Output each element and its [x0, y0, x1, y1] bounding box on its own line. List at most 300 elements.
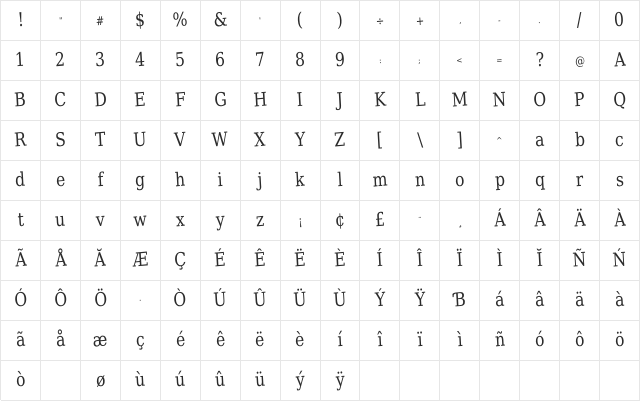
glyph-character: ý: [294, 368, 306, 392]
glyph-cell[interactable]: [81, 281, 121, 321]
glyph-character: Ń: [612, 248, 627, 272]
glyph-cell[interactable]: [600, 81, 640, 121]
glyph-character: Ë: [293, 248, 307, 272]
glyph-character: :: [378, 55, 382, 65]
glyph-cell[interactable]: [121, 81, 161, 121]
glyph-character: ì: [456, 328, 463, 352]
glyph-character: a: [534, 128, 545, 152]
glyph-cell[interactable]: [281, 121, 321, 161]
glyph-character: Í: [376, 248, 384, 272]
glyph-cell[interactable]: [41, 81, 81, 121]
glyph-character: í: [336, 328, 344, 352]
glyph-character: 1: [14, 48, 27, 72]
glyph-cell[interactable]: [400, 161, 440, 201]
glyph-cell[interactable]: [81, 321, 121, 361]
glyph-cell[interactable]: [480, 41, 520, 81]
glyph-character: 7: [254, 48, 266, 72]
glyph-character: D: [93, 88, 108, 112]
glyph-cell[interactable]: [321, 281, 361, 321]
glyph-character: 3: [94, 48, 106, 72]
glyph-character: Ã: [14, 248, 27, 272]
glyph-character: t: [16, 208, 25, 232]
glyph-character: ¢: [334, 208, 346, 232]
glyph-character: ù: [134, 368, 146, 392]
glyph-cell[interactable]: [600, 41, 640, 81]
glyph-cell[interactable]: [560, 41, 600, 81]
glyph-cell[interactable]: [520, 41, 560, 81]
glyph-cell[interactable]: [201, 161, 241, 201]
glyph-character: P: [573, 88, 586, 112]
glyph-cell[interactable]: [560, 81, 600, 121]
glyph-cell[interactable]: [520, 161, 560, 201]
glyph-character: p: [494, 168, 506, 192]
glyph-character: m: [371, 168, 388, 192]
glyph-cell[interactable]: [41, 241, 81, 281]
glyph-character: Ì: [495, 248, 504, 272]
glyph-character: L: [414, 88, 426, 112]
glyph-cell[interactable]: [560, 281, 600, 321]
glyph-cell[interactable]: [121, 121, 161, 161]
glyph-cell[interactable]: [281, 361, 321, 401]
glyph-cell[interactable]: [440, 161, 480, 201]
glyph-cell[interactable]: [480, 161, 520, 201]
glyph-character: î: [376, 328, 383, 352]
glyph-cell[interactable]: [560, 161, 600, 201]
glyph-character: ': [258, 15, 262, 25]
glyph-character: Ÿ: [414, 288, 426, 312]
glyph-cell[interactable]: [360, 321, 400, 361]
glyph-character: $: [134, 8, 146, 32]
glyph-cell[interactable]: [241, 161, 281, 201]
glyph-character: E: [133, 88, 147, 112]
glyph-character: I: [296, 88, 304, 112]
glyph-cell[interactable]: [41, 321, 81, 361]
glyph-cell[interactable]: [520, 241, 560, 281]
glyph-character: Ç: [173, 248, 187, 272]
glyph-cell[interactable]: [1, 241, 41, 281]
glyph-character: i: [217, 168, 224, 192]
glyph-cell[interactable]: [41, 201, 81, 241]
glyph-cell[interactable]: [281, 241, 321, 281]
glyph-cell[interactable]: [1, 361, 41, 401]
glyph-cell[interactable]: [41, 121, 81, 161]
glyph-character: ç: [135, 328, 146, 352]
glyph-cell[interactable]: [41, 281, 81, 321]
glyph-cell[interactable]: [161, 321, 201, 361]
glyph-cell[interactable]: [241, 121, 281, 161]
glyph-character: Ă: [94, 248, 107, 272]
glyph-character: 8: [294, 48, 306, 72]
glyph-cell[interactable]: [360, 1, 400, 41]
glyph-character: d: [14, 168, 27, 192]
glyph-cell[interactable]: [41, 361, 81, 401]
glyph-character: y: [215, 208, 226, 232]
glyph-character: ,: [458, 15, 462, 25]
glyph-cell[interactable]: [81, 81, 121, 121]
glyph-character: =: [496, 55, 503, 65]
glyph-character: 2: [54, 48, 66, 72]
glyph-character: ê: [214, 328, 226, 352]
glyph-cell[interactable]: [520, 81, 560, 121]
glyph-character: <: [456, 55, 464, 65]
glyph-cell[interactable]: [321, 41, 361, 81]
glyph-cell[interactable]: [161, 41, 201, 81]
glyph-character: Â: [533, 208, 546, 232]
glyph-character: F: [174, 88, 187, 112]
glyph-character: g: [134, 168, 146, 192]
glyph-cell[interactable]: [161, 241, 201, 281]
glyph-cell[interactable]: [81, 241, 121, 281]
glyph-character: ¸: [456, 213, 463, 228]
glyph-cell[interactable]: [440, 81, 480, 121]
glyph-cell[interactable]: [440, 201, 480, 241]
glyph-cell[interactable]: [201, 201, 241, 241]
glyph-cell[interactable]: [560, 321, 600, 361]
glyph-cell[interactable]: [400, 81, 440, 121]
glyph-cell[interactable]: [1, 41, 41, 81]
glyph-character: ò: [15, 368, 26, 392]
glyph-character: u: [54, 208, 67, 232]
glyph-character: @: [574, 53, 585, 68]
glyph-cell[interactable]: [600, 241, 640, 281]
glyph-cell[interactable]: [600, 161, 640, 201]
glyph-character: b: [573, 128, 586, 152]
glyph-cell[interactable]: [520, 361, 560, 401]
glyph-cell[interactable]: [400, 121, 440, 161]
glyph-cell[interactable]: [400, 41, 440, 81]
glyph-character: C: [53, 88, 67, 112]
glyph-cell[interactable]: [480, 1, 520, 41]
glyph-character: ;: [418, 55, 422, 65]
glyph-character: Ü: [292, 288, 308, 312]
glyph-character: Ñ: [572, 248, 587, 272]
glyph-character: Ô: [53, 288, 68, 312]
glyph-character: ô: [574, 328, 585, 352]
glyph-cell[interactable]: [201, 241, 241, 281]
glyph-cell[interactable]: [1, 1, 41, 41]
glyph-character: h: [174, 168, 186, 192]
glyph-character: â: [534, 288, 545, 312]
glyph-cell[interactable]: [400, 201, 440, 241]
glyph-character: æ: [92, 328, 109, 352]
glyph-cell[interactable]: [201, 281, 241, 321]
glyph-character: È: [333, 248, 347, 272]
glyph-character: ): [336, 8, 344, 32]
glyph-character: Y: [294, 128, 306, 152]
glyph-cell[interactable]: [360, 201, 400, 241]
glyph-cell[interactable]: [480, 281, 520, 321]
glyph-cell[interactable]: [360, 121, 400, 161]
glyph-cell[interactable]: [600, 321, 640, 361]
glyph-cell[interactable]: [241, 321, 281, 361]
glyph-character: R: [13, 128, 27, 152]
glyph-cell[interactable]: [560, 1, 600, 41]
glyph-character: +: [415, 13, 425, 28]
glyph-character: ï: [416, 328, 423, 352]
glyph-cell[interactable]: [121, 241, 161, 281]
glyph-character: 0: [613, 8, 626, 32]
glyph-cell[interactable]: [520, 1, 560, 41]
glyph-cell[interactable]: [121, 321, 161, 361]
glyph-character: s: [614, 168, 625, 192]
glyph-character: ñ: [494, 328, 506, 352]
glyph-cell[interactable]: [600, 1, 640, 41]
glyph-character: K: [373, 88, 387, 112]
glyph-cell[interactable]: [360, 241, 400, 281]
glyph-character: Á: [493, 208, 506, 232]
glyph-cell[interactable]: [1, 201, 41, 241]
glyph-character: À: [613, 208, 626, 232]
glyph-character: /: [576, 8, 583, 32]
glyph-cell[interactable]: [480, 121, 520, 161]
glyph-cell[interactable]: [281, 281, 321, 321]
glyph-cell[interactable]: [41, 161, 81, 201]
glyph-character: ": [58, 15, 63, 25]
glyph-character: Ú: [212, 288, 228, 312]
glyph-cell[interactable]: [321, 241, 361, 281]
glyph-character: Ù: [332, 288, 348, 312]
glyph-cell[interactable]: [161, 81, 201, 121]
glyph-cell[interactable]: [480, 241, 520, 281]
glyph-character: r: [575, 168, 584, 192]
glyph-character: £: [374, 208, 386, 232]
glyph-cell[interactable]: [161, 121, 201, 161]
glyph-character: ó: [534, 328, 545, 352]
glyph-cell[interactable]: [161, 201, 201, 241]
glyph-character: Ï: [456, 248, 464, 272]
glyph-cell[interactable]: [281, 1, 321, 41]
glyph-cell[interactable]: [600, 121, 640, 161]
glyph-character: c: [614, 128, 625, 152]
glyph-cell[interactable]: [600, 281, 640, 321]
glyph-cell[interactable]: [281, 81, 321, 121]
glyph-cell[interactable]: [600, 361, 640, 401]
glyph-cell[interactable]: [81, 161, 121, 201]
glyph-cell[interactable]: [241, 281, 281, 321]
glyph-cell[interactable]: [400, 241, 440, 281]
glyph-cell[interactable]: [241, 1, 281, 41]
glyph-cell[interactable]: [560, 201, 600, 241]
glyph-cell[interactable]: [360, 281, 400, 321]
glyph-cell[interactable]: [201, 81, 241, 121]
glyph-cell[interactable]: [321, 161, 361, 201]
glyph-cell[interactable]: [321, 201, 361, 241]
glyph-cell[interactable]: [201, 1, 241, 41]
glyph-character: à: [614, 288, 625, 312]
glyph-cell[interactable]: [321, 81, 361, 121]
glyph-cell[interactable]: [121, 361, 161, 401]
glyph-character: á: [494, 288, 505, 312]
glyph-cell[interactable]: [440, 361, 480, 401]
glyph-character: ]: [456, 128, 464, 152]
glyph-cell[interactable]: [161, 1, 201, 41]
glyph-character: .: [538, 15, 542, 25]
glyph-character: O: [532, 88, 547, 112]
glyph-character: T: [94, 128, 107, 152]
glyph-cell[interactable]: [201, 41, 241, 81]
glyph-character: q: [534, 168, 546, 192]
glyph-cell[interactable]: [321, 121, 361, 161]
glyph-cell[interactable]: [520, 121, 560, 161]
glyph-cell[interactable]: [281, 321, 321, 361]
glyph-cell[interactable]: [281, 201, 321, 241]
glyph-cell[interactable]: [440, 121, 480, 161]
glyph-cell[interactable]: [121, 161, 161, 201]
glyph-character: Î: [416, 248, 424, 272]
glyph-cell[interactable]: [360, 161, 400, 201]
glyph-character: Ö: [93, 288, 108, 312]
glyph-character: A: [613, 48, 626, 72]
glyph-cell[interactable]: [440, 41, 480, 81]
glyph-character: ^: [496, 135, 503, 145]
glyph-character: l: [336, 168, 344, 192]
glyph-character: Ɓ: [453, 288, 467, 312]
glyph-cell[interactable]: [520, 321, 560, 361]
glyph-character: k: [294, 168, 306, 192]
glyph-cell[interactable]: [81, 201, 121, 241]
glyph-cell[interactable]: [321, 1, 361, 41]
glyph-cell[interactable]: [161, 161, 201, 201]
glyph-cell[interactable]: [241, 41, 281, 81]
glyph-character: %: [172, 8, 189, 32]
glyph-cell[interactable]: [201, 361, 241, 401]
glyph-character: n: [414, 168, 426, 192]
glyph-cell[interactable]: [241, 201, 281, 241]
glyph-character: w: [132, 208, 148, 232]
glyph-character: \: [416, 128, 424, 152]
glyph-cell[interactable]: [600, 201, 640, 241]
glyph-cell[interactable]: [440, 241, 480, 281]
glyph-cell[interactable]: [121, 201, 161, 241]
glyph-cell[interactable]: [560, 361, 600, 401]
glyph-character: Æ: [131, 248, 149, 272]
glyph-cell[interactable]: [241, 81, 281, 121]
glyph-cell[interactable]: [201, 121, 241, 161]
glyph-character: 6: [214, 48, 226, 72]
glyph-cell[interactable]: [241, 241, 281, 281]
glyph-character: è: [294, 328, 306, 352]
glyph-cell[interactable]: [560, 121, 600, 161]
glyph-character: V: [173, 128, 187, 152]
glyph-character: ?: [534, 48, 545, 72]
glyph-cell[interactable]: [161, 281, 201, 321]
glyph-cell[interactable]: [81, 121, 121, 161]
glyph-cell[interactable]: [480, 361, 520, 401]
glyph-cell[interactable]: [480, 81, 520, 121]
glyph-cell[interactable]: [201, 321, 241, 361]
glyph-character: ä: [574, 288, 585, 312]
glyph-cell[interactable]: [81, 41, 121, 81]
glyph-cell[interactable]: [81, 361, 121, 401]
glyph-cell[interactable]: [400, 1, 440, 41]
glyph-cell[interactable]: [281, 41, 321, 81]
glyph-character: Û: [252, 288, 268, 312]
glyph-character: ã: [15, 328, 26, 352]
glyph-character: S: [54, 128, 67, 152]
glyph-cell[interactable]: [520, 201, 560, 241]
glyph-cell[interactable]: [281, 161, 321, 201]
glyph-cell[interactable]: [1, 121, 41, 161]
glyph-character: ¡: [297, 213, 303, 228]
glyph-cell[interactable]: [121, 1, 161, 41]
glyph-character: v: [95, 208, 106, 232]
glyph-cell[interactable]: [161, 361, 201, 401]
glyph-character: W: [211, 128, 229, 152]
glyph-cell[interactable]: [81, 1, 121, 41]
glyph-character: Ý: [374, 288, 386, 312]
glyph-character: B: [14, 88, 27, 112]
glyph-character: o: [454, 168, 466, 192]
glyph-cell[interactable]: [360, 81, 400, 121]
glyph-character: Z: [333, 128, 346, 152]
glyph-cell[interactable]: [440, 281, 480, 321]
glyph-cell[interactable]: [480, 201, 520, 241]
glyph-character: e: [55, 168, 66, 192]
glyph-cell[interactable]: [1, 161, 41, 201]
glyph-character: Ĭ: [535, 248, 544, 272]
glyph-character: ¨: [417, 215, 422, 225]
glyph-cell[interactable]: [440, 1, 480, 41]
glyph-cell[interactable]: [400, 361, 440, 401]
glyph-character: ÿ: [334, 368, 345, 392]
glyph-cell[interactable]: [121, 281, 161, 321]
glyph-cell[interactable]: [480, 321, 520, 361]
glyph-character: H: [252, 88, 268, 112]
glyph-character: Ä: [573, 208, 586, 232]
glyph-cell[interactable]: [360, 41, 400, 81]
glyph-character: ü: [254, 368, 266, 392]
glyph-cell[interactable]: [321, 361, 361, 401]
glyph-character: 9: [334, 48, 346, 72]
glyph-cell[interactable]: [1, 281, 41, 321]
glyph-cell[interactable]: [1, 321, 41, 361]
glyph-cell[interactable]: [520, 281, 560, 321]
glyph-cell[interactable]: [560, 241, 600, 281]
glyph-character: J: [336, 88, 344, 112]
glyph-character: ë: [254, 328, 266, 352]
glyph-cell[interactable]: [41, 41, 81, 81]
glyph-character: é: [174, 328, 186, 352]
glyph-character: (: [296, 8, 304, 32]
glyph-character: [: [376, 128, 384, 152]
glyph-cell[interactable]: [400, 321, 440, 361]
glyph-character: f: [96, 168, 104, 192]
glyph-character: j: [257, 168, 264, 192]
glyph-character: #: [95, 13, 105, 28]
glyph-character: G: [213, 88, 227, 112]
glyph-character: å: [55, 328, 66, 352]
glyph-character: M: [451, 88, 469, 112]
glyph-cell[interactable]: [241, 361, 281, 401]
glyph-character: Ò: [173, 288, 188, 312]
glyph-character: -: [498, 15, 502, 25]
glyph-character: É: [213, 248, 227, 272]
glyph-character: !: [16, 8, 25, 32]
glyph-character: ø: [94, 368, 106, 392]
glyph-cell[interactable]: [41, 1, 81, 41]
glyph-cell[interactable]: [360, 361, 400, 401]
glyph-cell[interactable]: [321, 321, 361, 361]
glyph-cell[interactable]: [1, 81, 41, 121]
glyph-character: z: [255, 208, 265, 232]
glyph-character: Ó: [13, 288, 28, 312]
glyph-cell[interactable]: [121, 41, 161, 81]
glyph-cell[interactable]: [440, 321, 480, 361]
glyph-character: Q: [612, 88, 627, 112]
glyph-character: ÷: [375, 13, 385, 28]
glyph-cell[interactable]: [400, 281, 440, 321]
glyph-character: N: [492, 88, 508, 112]
